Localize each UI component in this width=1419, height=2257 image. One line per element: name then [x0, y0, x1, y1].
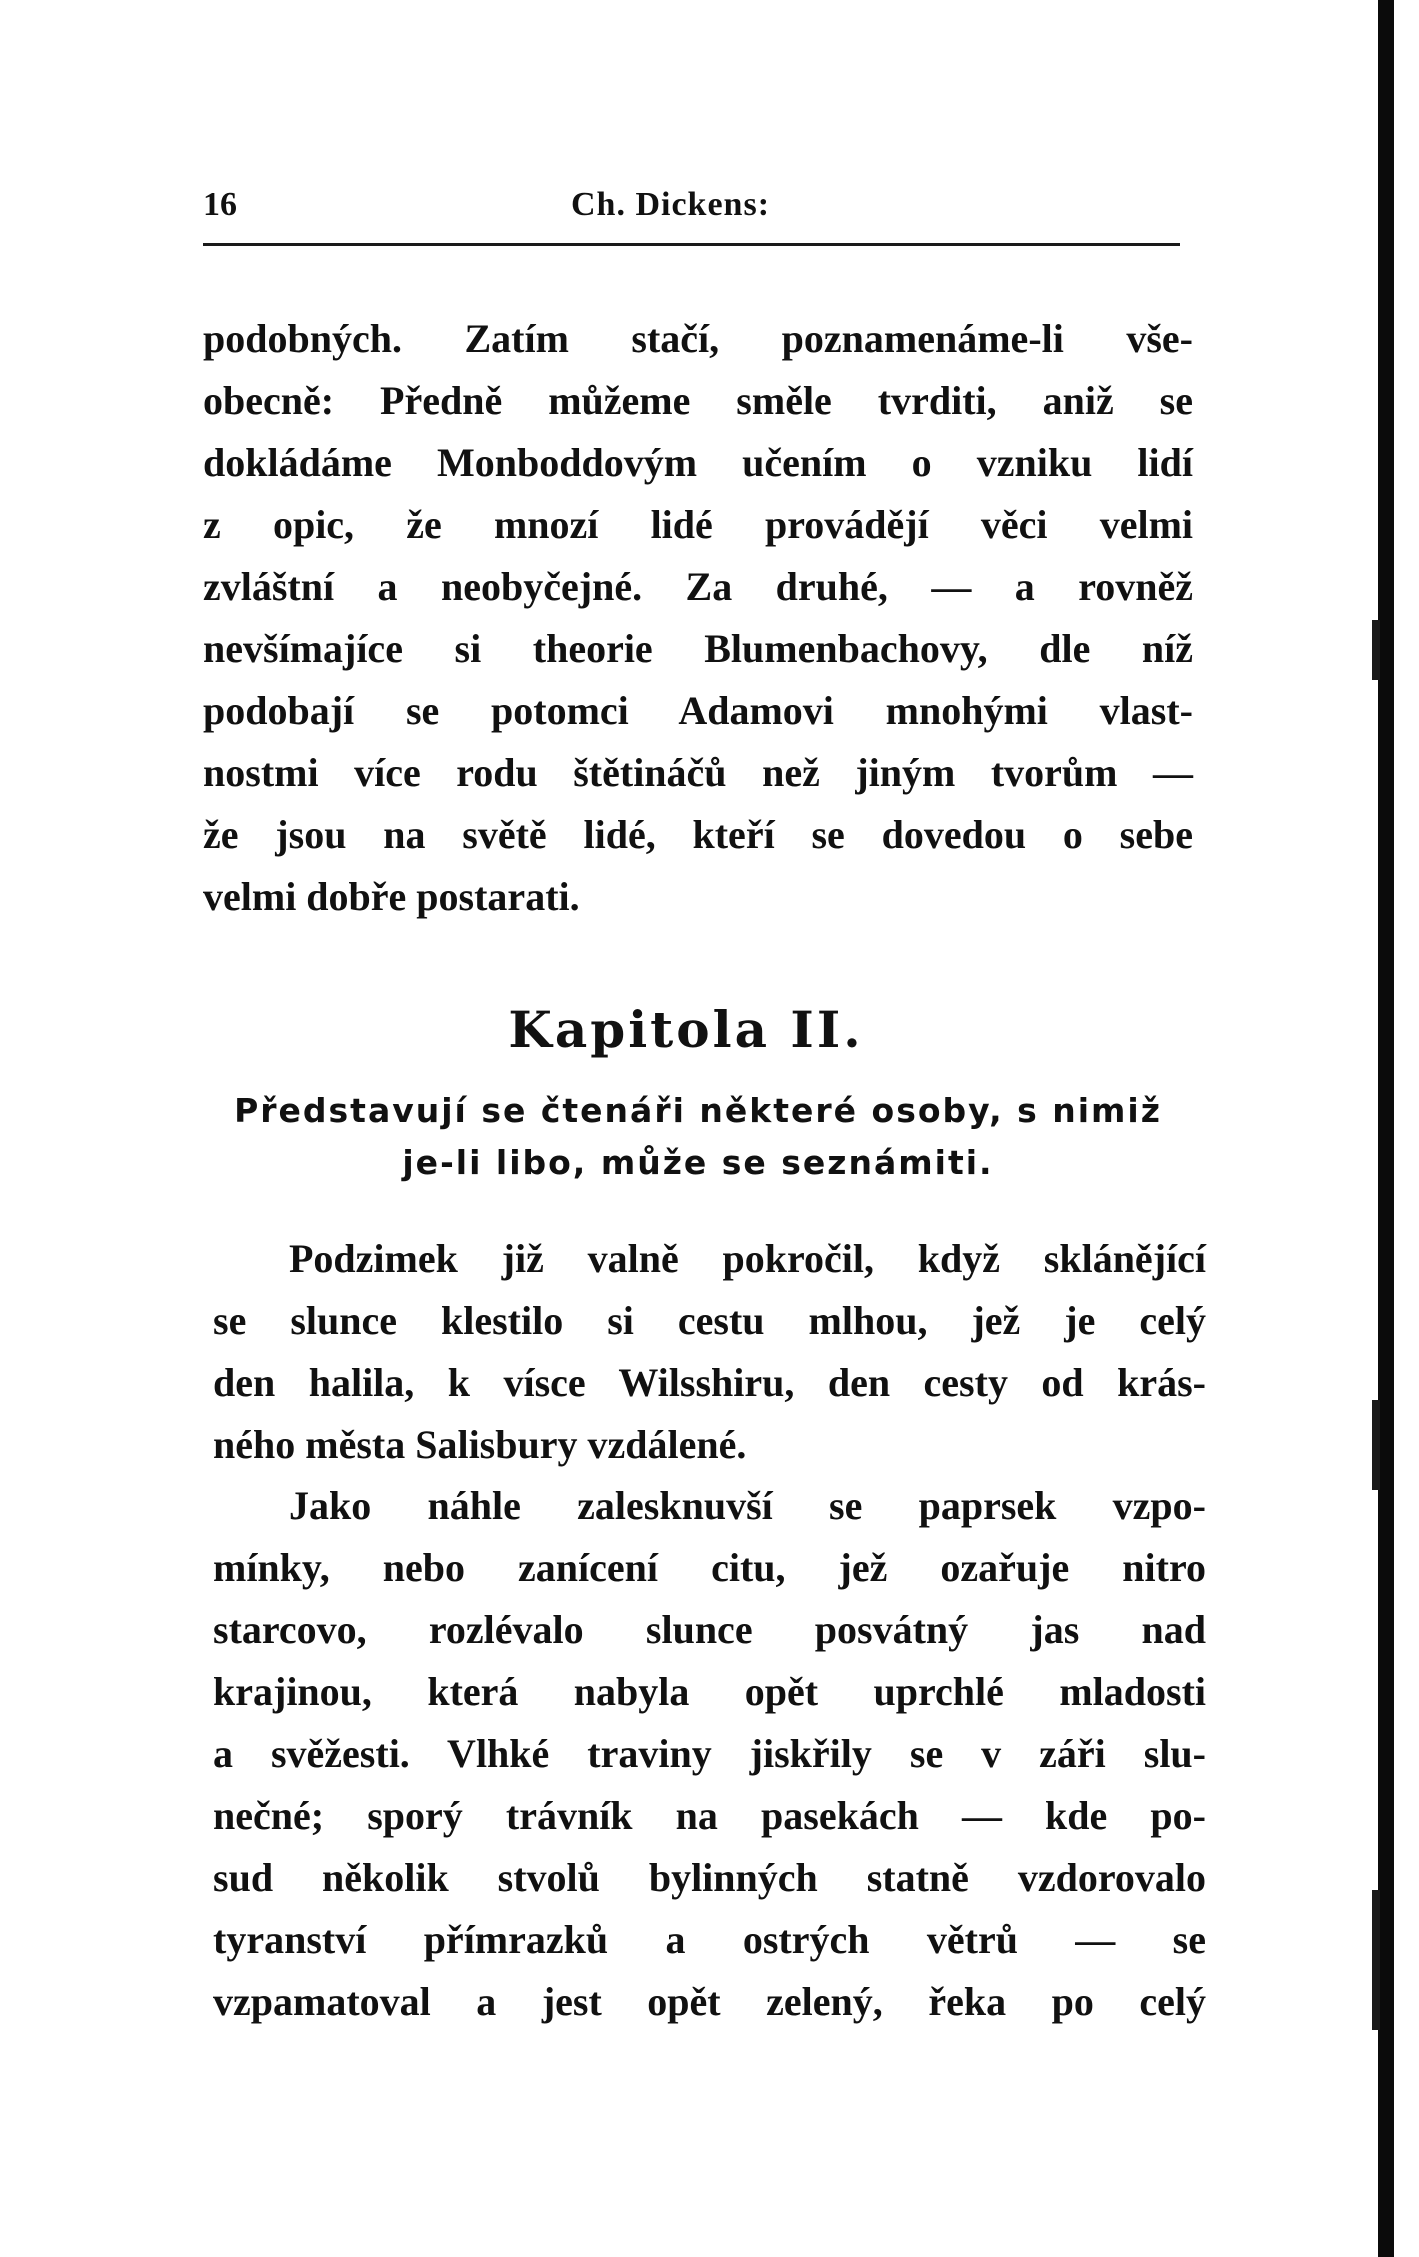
text-line: Jako náhle zalesknuvší se paprsek vzpo-	[289, 1483, 1206, 1528]
page-edge-shadow	[1372, 0, 1419, 2257]
text-line: starcovo, rozlévalo slunce posvátný jas nad	[213, 1607, 1206, 1652]
header-rule	[203, 243, 1180, 246]
text-line: podobají se potomci Adamovi mnohými vlast-	[203, 688, 1193, 733]
text-line: dokládáme Monboddovým učením o vzniku lidí	[203, 440, 1193, 485]
text-line: obecně: Předně můžeme směle tvrditi, aniž se	[203, 378, 1193, 423]
text-line: podobných. Zatím stačí, poznamenáme-li vše-	[203, 316, 1193, 361]
paragraph-continued	[203, 308, 1193, 928]
text-line: že jsou na světě lidé, kteří se dovedou o sebe	[203, 812, 1193, 857]
paragraph	[213, 1475, 1206, 2033]
text-line: z opic, že mnozí lidé provádějí věci velmi	[203, 502, 1193, 547]
text-line: nostmi více rodu štětináčů než jiným tvorům —	[203, 750, 1193, 795]
page-edge-dark-strip	[1378, 0, 1394, 2257]
chapter-title: Kapitola II.	[508, 1000, 864, 1059]
text-line: velmi dobře postarati.	[203, 874, 580, 919]
text-line: tyranství přímrazků a ostrých větrů — se	[213, 1917, 1206, 1962]
page-number: 16	[203, 186, 237, 223]
text-line: se slunce klestilo si cestu mlhou, jež je celý	[213, 1298, 1206, 1343]
running-title: Ch. Dickens:	[571, 186, 771, 223]
text-line: zvláštní a neobyčejné. Za druhé, — a rovněž	[203, 564, 1193, 609]
subtitle-line: je-li libo, může se seznámiti.	[402, 1143, 994, 1182]
text-line: ného města Salisbury vzdálené.	[213, 1422, 747, 1467]
text-line: Podzimek již valně pokročil, když sklánějící	[289, 1236, 1206, 1281]
text-line: krajinou, která nabyla opět uprchlé mladosti	[213, 1669, 1206, 1714]
text-line: nečné; sporý trávník na pasekách — kde po-	[213, 1793, 1206, 1838]
text-line: mínky, nebo zanícení citu, jež ozařuje nitro	[213, 1545, 1206, 1590]
text-line: vzpamatoval a jest opět zelený, řeka po celý	[213, 1979, 1206, 2024]
subtitle-line: Představují se čtenáři některé osoby, s nimiž	[234, 1091, 1162, 1130]
page-edge-speck	[1372, 1400, 1380, 1490]
page-edge-speck	[1372, 620, 1380, 680]
page-header	[203, 180, 1183, 230]
text-line: sud několik stvolů bylinných statně vzdorovalo	[213, 1855, 1206, 1900]
chapter-subtitle	[203, 1085, 1193, 1189]
paragraph-opening	[213, 1228, 1206, 1476]
text-line: den halila, k vísce Wilsshiru, den cesty od krás-	[213, 1360, 1206, 1405]
text-line: nevšímajíce si theorie Blumenbachovy, dle níž	[203, 626, 1193, 671]
page-edge-speck	[1372, 1890, 1380, 2030]
text-line: a svěžesti. Vlhké traviny jiskřily se v záři slu-	[213, 1731, 1206, 1776]
